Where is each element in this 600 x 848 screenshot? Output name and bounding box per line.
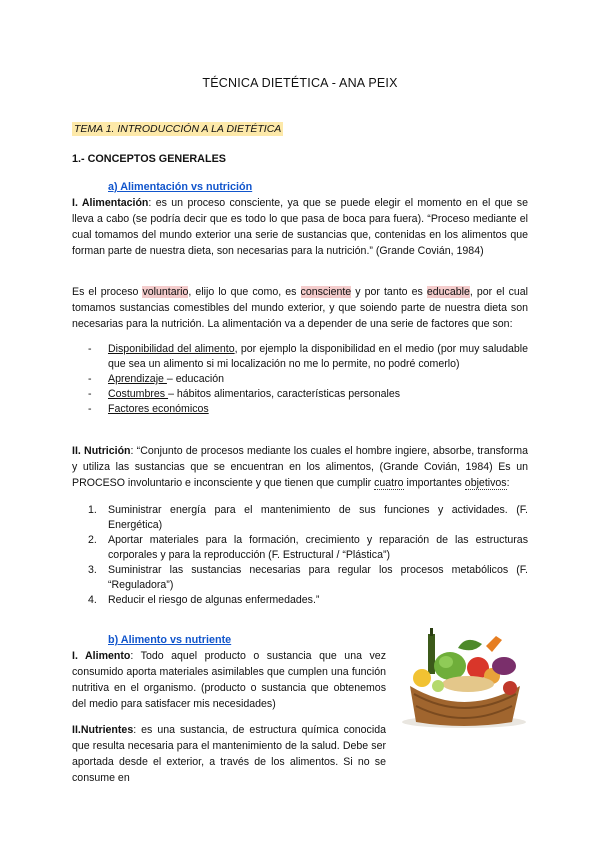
text-run: , por el cual tomamos sustancias comestibles del mundo exterior, y que soiendo parte de nuestra dieta son necesarias para la nutrición. La alimentación va a depender de una serie de factores que son: [72, 286, 529, 330]
alimento-text: : Todo aquel producto o sustancia que una vez consumido aporta materiales asimilables que cumplen una función nutritiva en el organismo. (producto o sustancia que obtenemos del medio para satisfacer mis necesidades) [72, 650, 386, 710]
number-marker: 3. [88, 564, 97, 576]
nutrientes-wrap [72, 722, 386, 786]
objective-text: Suministrar energía para el mantenimiento de sus funciones y actividades. (F. Energética) [108, 504, 528, 531]
nutrientes-body [72, 722, 528, 786]
factor-desc: , por ejemplo la disponibilidad en el medio (por muy saludable que sea un alimento si mi localización no me lo permite, no podré comerlo) [108, 343, 528, 370]
subheading-a: a) Alimentación vs nutrición [108, 181, 253, 193]
alimentacion-paragraph [72, 195, 528, 259]
nutricion-paragraph [72, 443, 528, 491]
alimento-paragraph [72, 648, 386, 712]
objectives-list [88, 503, 528, 608]
text-run: : “Conjunto de procesos mediante los cuales el hombre ingiere, absorbe, transforma y utiliza las sustancias que se encuentran en los alimentos, (Grande Covián, 1984) Es un PROCESO involuntario e inconsciente y que tienen que cumplir [72, 445, 528, 489]
subheading-b: b) Alimento vs nutriente [108, 634, 232, 646]
bullet-marker: - [88, 388, 92, 400]
factors-list [88, 342, 528, 417]
text-run: y por tanto es [351, 286, 427, 298]
number-marker: 2. [88, 534, 97, 546]
text-run: importantes [403, 477, 465, 489]
nutricion-label: II. Nutrición [72, 445, 131, 457]
text-run: Es el proceso [72, 286, 143, 298]
text-run: , elijo lo que como, es [188, 286, 301, 298]
alimentacion-label: I. Alimentación [72, 197, 149, 209]
list-item [88, 372, 528, 387]
food-basket-photo [398, 626, 530, 728]
number-marker: 1. [88, 504, 97, 516]
list-item [88, 593, 528, 608]
alimentacion-text: : es un proceso consciente, ya que se puede elegir el momento en el que se lleva a cabo (se podría decir que es todo lo que pasa de boca para fuera). “Proceso mediante el cual tomamos del mundo exterior una serie de sustancias que, contenidas en los alimentos que forman parte de nuestra dieta, son necesarias para la nutrición.” (Grande Covián, 1984) [72, 197, 528, 257]
document-title: TÉCNICA DIETÉTICA - ANA PEIX [202, 76, 398, 90]
list-item [88, 387, 528, 402]
underlined-objetivos: objetivos [464, 477, 507, 489]
highlight-voluntario: voluntario [142, 286, 189, 298]
highlight-consciente: consciente [300, 286, 352, 298]
list-item [88, 503, 528, 533]
factor-desc: – educación [166, 373, 225, 385]
objective-text: Suministrar las sustancias necesarias para regular los procesos metabólicos (F. “Reguladora”) [108, 564, 528, 591]
list-item [88, 342, 528, 372]
bullet-marker: - [88, 403, 92, 415]
bullet-marker: - [88, 373, 92, 385]
list-item [88, 402, 528, 417]
tema-heading: TEMA 1. INTRODUCCIÓN A LA DIETÉTICA [74, 123, 282, 135]
section-heading: 1.- CONCEPTOS GENERALES [72, 153, 226, 165]
number-marker: 4. [88, 594, 97, 606]
nutrientes-label: II.Nutrientes [72, 724, 134, 736]
list-item [88, 563, 528, 593]
factor-term: Costumbres [108, 388, 169, 400]
nutrientes-text: : es una sustancia, de estructura química conocida que resulta necesaria para el mantenimiento de la salud. Debe ser aportada desde el exterior, a través de los alimentos. Si no se consume en [72, 724, 386, 784]
factor-term: Disponibilidad del alimento [108, 343, 235, 355]
highlight-educable: educable [426, 286, 470, 298]
nutrientes-paragraph [72, 722, 386, 784]
alimento-label: I. Alimento [72, 650, 131, 662]
underlined-cuatro: cuatro [374, 477, 404, 489]
list-item [88, 533, 528, 563]
factor-desc: – hábitos alimentarios, características personales [168, 388, 401, 400]
objective-text: Reducir el riesgo de algunas enfermedades.” [108, 594, 320, 606]
factor-term: Factores económicos [108, 403, 209, 415]
voluntario-paragraph [72, 284, 528, 332]
text-run: : [506, 477, 510, 489]
objective-text: Aportar materiales para la formación, crecimiento y reparación de las estructuras corporales y para la reproducción (F. Estructural / “Plástica”) [108, 534, 528, 561]
bullet-marker: - [88, 343, 92, 355]
factor-term: Aprendizaje [108, 373, 167, 385]
